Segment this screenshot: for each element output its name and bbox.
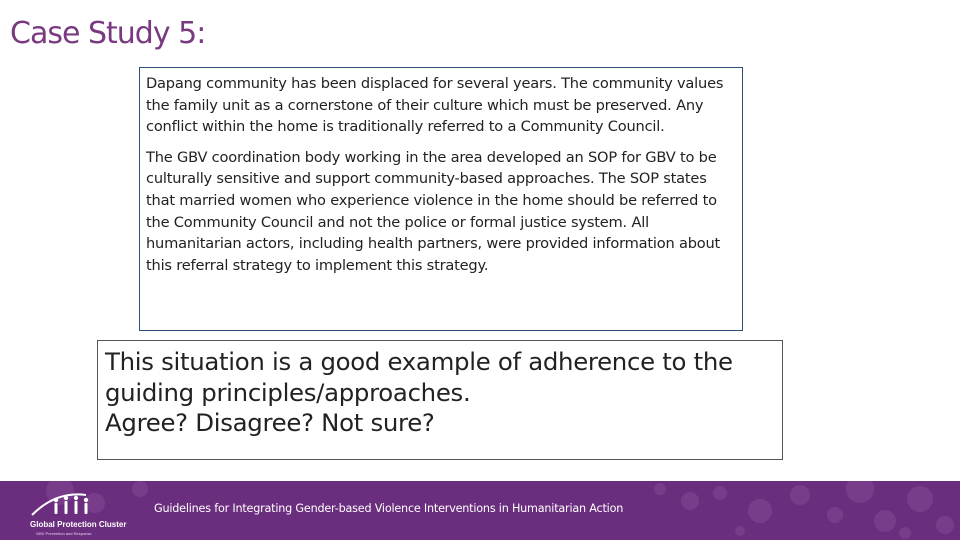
footer-bar bbox=[0, 481, 960, 540]
question-line-2: guiding principles/approaches. bbox=[105, 377, 471, 407]
people-icon bbox=[26, 489, 136, 519]
case-study-text-box bbox=[139, 67, 743, 331]
slide-title: Case Study 5: bbox=[10, 16, 206, 51]
case-paragraph-1: Dapang community has been displaced for several years. The community values the family unit as a cornerstone of their culture which must be preserved. Any conflict within the home is traditionally referred to a Community Council. bbox=[146, 75, 724, 136]
global-protection-cluster-logo bbox=[26, 489, 136, 537]
case-paragraph-2: The GBV coordination body working in the area developed an SOP for GBV to be culturally sensitive and support community-based approaches. The SOP states that married women who experience violence in the home should be referred to the Community Council and not the police or formal justice system. All humanitarian actors, including health partners, were provided information about this referral strategy to implement this strategy. bbox=[146, 148, 721, 274]
logo-wordmark: Global Protection Cluster bbox=[30, 520, 127, 529]
logo-subtitle: GBV Prevention and Response bbox=[36, 531, 92, 536]
footer-caption: Guidelines for Integrating Gender-based Violence Interventions in Humanitarian Action bbox=[154, 502, 624, 515]
question-line-3: Agree? Disagree? Not sure? bbox=[105, 408, 435, 437]
discussion-question-box bbox=[97, 340, 783, 460]
question-line-1: This situation is a good example of adherence to the bbox=[105, 347, 733, 376]
